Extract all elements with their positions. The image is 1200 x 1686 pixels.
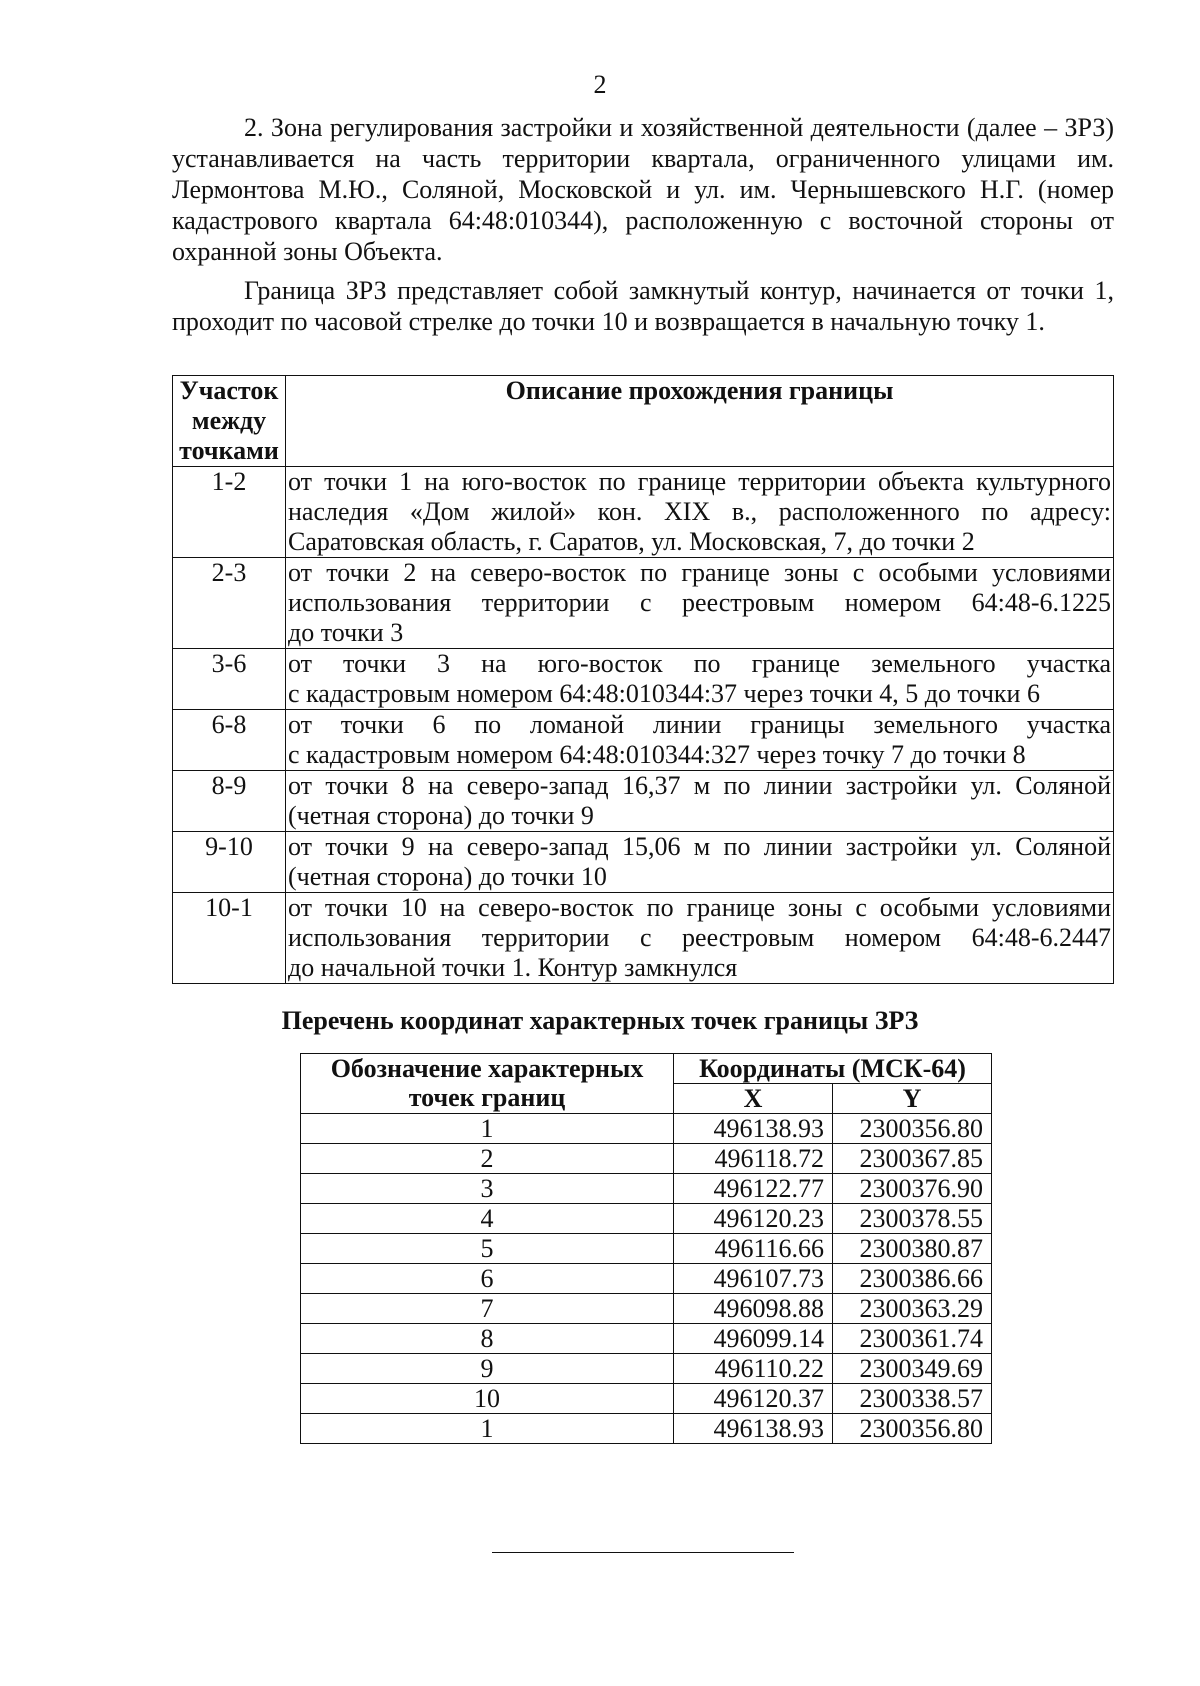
segment-cell: 10-1 [173,893,286,984]
segment-cell: 1-2 [173,467,286,558]
point-cell: 10 [301,1384,674,1414]
description-line: Саратовская область, г. Саратов, ул. Московская, 7, до точки 2 [288,527,975,556]
point-cell: 1 [301,1114,674,1144]
table-row [173,558,1114,649]
header-point-designation: Обозначение характерных точек границ [301,1054,674,1114]
table-row [173,893,1114,984]
header-description: Описание прохождения границы [286,376,1114,467]
y-coordinate-cell: 2300386.66 [833,1264,992,1294]
point-cell: 7 [301,1294,674,1324]
boundary-table-header [173,376,1114,467]
table-row [301,1294,992,1324]
description-line: от точки 9 на северо-запад 15,06 м по линии застройки ул. Соляной [288,832,1111,861]
y-coordinate-cell: 2300380.87 [833,1234,992,1264]
point-cell: 4 [301,1204,674,1234]
segment-cell: 3-6 [173,649,286,710]
description-line: использования территории с реестровым номером 64:48-6.2447 [288,923,1111,952]
table-row [301,1384,992,1414]
description-line: от точки 8 на северо-запад 16,37 м по линии застройки ул. Соляной [288,771,1111,800]
coordinates-header-row-1 [301,1054,992,1084]
table-row [301,1114,992,1144]
description-line: от точки 10 на северо-восток по границе зоны с особыми условиями [288,893,1111,922]
point-cell: 6 [301,1264,674,1294]
point-cell: 2 [301,1144,674,1174]
description-line: использования территории с реестровым номером 64:48-6.1225 [288,588,1111,617]
description-line: (четная сторона) до точки 9 [288,801,594,830]
segment-cell: 2-3 [173,558,286,649]
point-cell: 9 [301,1354,674,1384]
point-cell: 3 [301,1174,674,1204]
header-y: Y [833,1084,992,1114]
x-coordinate-cell: 496138.93 [674,1414,833,1444]
coordinates-table-title: Перечень координат характерных точек границы ЗРЗ [281,1006,919,1035]
table-row [301,1174,992,1204]
table-row [173,649,1114,710]
header-x: X [674,1084,833,1114]
x-coordinate-cell: 496098.88 [674,1294,833,1324]
description-line: от точки 6 по ломаной линии границы земельного участка [288,710,1111,739]
y-coordinate-cell: 2300356.80 [833,1414,992,1444]
description-line: до точки 3 [288,618,404,647]
table-row [301,1414,992,1444]
description-line: от точки 1 на юго-восток по границе территории объекта культурного [288,467,1111,496]
coordinates-table-body [301,1114,992,1444]
description-line: от точки 2 на северо-восток по границе зоны с особыми условиями [288,558,1111,587]
x-coordinate-cell: 496110.22 [674,1354,833,1384]
y-coordinate-cell: 2300349.69 [833,1354,992,1384]
description-cell [286,558,1114,649]
description-cell [286,893,1114,984]
description-line: с кадастровым номером 64:48:010344:37 через точки 4, 5 до точки 6 [288,679,1040,708]
y-coordinate-cell: 2300361.74 [833,1324,992,1354]
x-coordinate-cell: 496099.14 [674,1324,833,1354]
boundary-table-body [173,467,1114,984]
segment-cell: 6-8 [173,710,286,771]
description-line: до начальной точки 1. Контур замкнулся [288,953,738,982]
x-coordinate-cell: 496122.77 [674,1174,833,1204]
x-coordinate-cell: 496107.73 [674,1264,833,1294]
point-cell: 5 [301,1234,674,1264]
description-line: наследия «Дом жилой» кон. XIX в., расположенного по адресу: [288,497,1111,526]
y-coordinate-cell: 2300356.80 [833,1114,992,1144]
boundary-description-table [172,375,1114,984]
segment-cell: 9-10 [173,832,286,893]
point-cell: 8 [301,1324,674,1354]
header-segment: Участок между точками [173,376,286,467]
x-coordinate-cell: 496118.72 [674,1144,833,1174]
description-line: с кадастровым номером 64:48:010344:327 через точку 7 до точки 8 [288,740,1026,769]
table-row [173,467,1114,558]
table-row [301,1144,992,1174]
table-row [173,710,1114,771]
table-row [301,1234,992,1264]
table-row [173,771,1114,832]
y-coordinate-cell: 2300338.57 [833,1384,992,1414]
y-coordinate-cell: 2300376.90 [833,1174,992,1204]
footer-divider [492,1552,794,1553]
point-cell: 1 [301,1414,674,1444]
x-coordinate-cell: 496116.66 [674,1234,833,1264]
description-cell [286,832,1114,893]
segment-cell: 8-9 [173,771,286,832]
y-coordinate-cell: 2300363.29 [833,1294,992,1324]
header-coordinates: Координаты (МСК-64) [674,1054,992,1084]
description-line: от точки 3 на юго-восток по границе земельного участка [288,649,1111,678]
x-coordinate-cell: 496120.37 [674,1384,833,1414]
table-row [301,1354,992,1384]
description-line: (четная сторона) до точки 10 [288,862,607,891]
x-coordinate-cell: 496138.93 [674,1114,833,1144]
table-row [301,1264,992,1294]
description-cell [286,710,1114,771]
table-row [173,832,1114,893]
paragraph-zone-definition: 2. Зона регулирования застройки и хозяйственной деятельности (далее – ЗРЗ) устанавливается на часть территории квартала, ограниченного улицами им. Лермонтова М.Ю., Соляной, Московской и ул. им. Чернышевского Н.Г. (номер кадастрового квартала 64:48:010344), расположенную с восточной стороны от охранной зоны Объекта. [172,113,1114,266]
y-coordinate-cell: 2300378.55 [833,1204,992,1234]
description-cell [286,467,1114,558]
description-cell [286,649,1114,710]
y-coordinate-cell: 2300367.85 [833,1144,992,1174]
table-row [301,1204,992,1234]
page-number: 2 [593,70,607,99]
intro-paragraphs [172,112,1114,345]
table-row [301,1324,992,1354]
coordinates-table [300,1053,992,1444]
paragraph-boundary-description: Граница ЗРЗ представляет собой замкнутый контур, начинается от точки 1, проходит по часовой стрелке до точки 10 и возвращается в начальную точку 1. [172,276,1114,336]
x-coordinate-cell: 496120.23 [674,1204,833,1234]
description-cell [286,771,1114,832]
